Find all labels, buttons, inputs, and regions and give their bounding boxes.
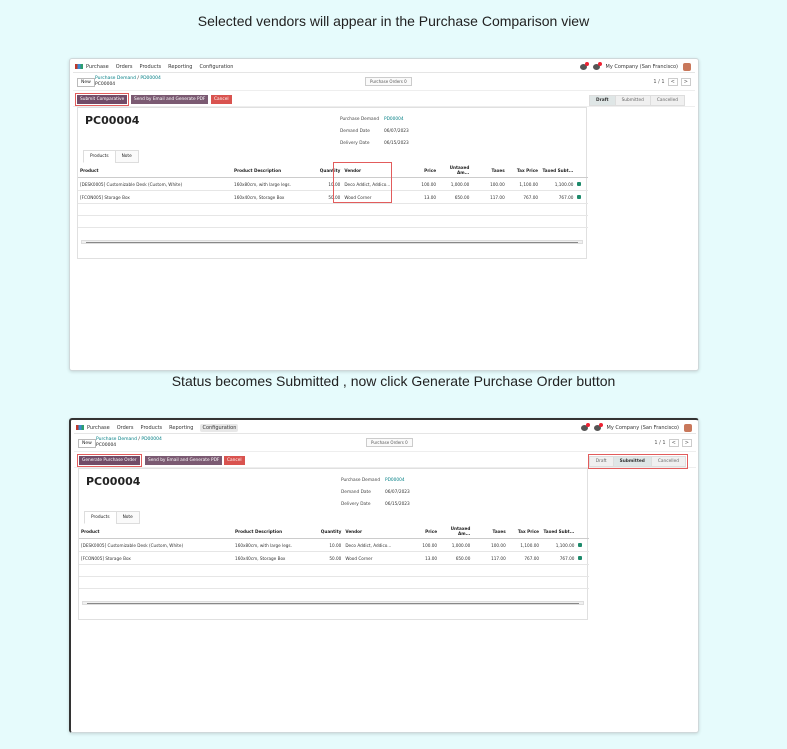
col-taxes[interactable]: Taxes bbox=[472, 524, 507, 539]
pager-next-button[interactable]: > bbox=[682, 439, 692, 447]
breadcrumb: Purchase Demand / PD00004 PC00004 bbox=[95, 76, 161, 87]
tab-note[interactable]: Note bbox=[115, 150, 139, 163]
col-price[interactable]: Price bbox=[405, 163, 438, 178]
field-label: Purchase Demand bbox=[340, 117, 380, 122]
apps-icon[interactable] bbox=[75, 64, 83, 69]
send-email-pdf-button[interactable]: Send by Email and Generate PDF bbox=[131, 95, 208, 104]
nav-app-purchase[interactable]: Purchase bbox=[87, 424, 110, 431]
delivery-date-field[interactable]: 06/15/2023 bbox=[385, 502, 410, 507]
field-label: Delivery Date bbox=[341, 502, 371, 507]
col-tax-price[interactable]: Tax Price bbox=[508, 524, 541, 539]
action-bar bbox=[74, 452, 696, 468]
nav-app-purchase[interactable]: Purchase bbox=[86, 63, 109, 70]
breadcrumb-current[interactable]: PD00004 bbox=[140, 76, 161, 81]
status-bar bbox=[590, 456, 686, 467]
purchase-orders-stat-button[interactable]: Purchase Orders 0 bbox=[365, 77, 412, 86]
nav-products[interactable]: Products bbox=[139, 63, 162, 70]
chat-icon[interactable] bbox=[580, 64, 587, 70]
nav-reporting[interactable]: Reporting bbox=[169, 424, 194, 431]
nav-orders[interactable]: Orders bbox=[116, 424, 134, 431]
col-quantity[interactable]: Quantity bbox=[315, 163, 342, 178]
horizontal-scrollbar[interactable] bbox=[82, 601, 584, 605]
col-description[interactable]: Product Description bbox=[233, 524, 316, 539]
nav-reporting[interactable]: Reporting bbox=[168, 63, 193, 70]
company-switcher[interactable]: My Company (San Francisco) bbox=[606, 424, 679, 431]
col-taxed-subtotal[interactable]: Taxed Subt... bbox=[541, 524, 576, 539]
page-title: PC00004 bbox=[85, 114, 140, 127]
col-untaxed[interactable]: Untaxed Am... bbox=[438, 163, 471, 178]
trash-icon[interactable] bbox=[577, 195, 581, 199]
chat-icon[interactable] bbox=[581, 425, 588, 431]
submit-comparative-button[interactable]: Submit Comparative bbox=[77, 95, 127, 104]
col-product[interactable]: Product bbox=[79, 524, 233, 539]
screenshot-comparison-draft bbox=[69, 58, 699, 371]
breadcrumb-current[interactable]: PD00004 bbox=[141, 437, 162, 442]
record-reference: PC00004 bbox=[95, 82, 116, 87]
tab-products[interactable]: Products bbox=[83, 150, 116, 163]
purchase-demand-field[interactable]: PD00004 bbox=[384, 117, 404, 122]
purchase-orders-stat-button[interactable]: Purchase Orders 0 bbox=[366, 438, 413, 447]
activity-icon[interactable] bbox=[593, 64, 600, 70]
caption-middle: Status becomes Submitted , now click Generate Purchase Order button bbox=[171, 373, 616, 389]
send-email-pdf-button[interactable]: Send by Email and Generate PDF bbox=[145, 456, 222, 465]
top-navbar bbox=[74, 422, 696, 434]
new-button[interactable]: New bbox=[77, 78, 95, 87]
status-submitted[interactable]: Submitted bbox=[613, 456, 652, 467]
new-button[interactable]: New bbox=[78, 439, 96, 448]
trash-icon[interactable] bbox=[578, 556, 582, 560]
status-cancelled[interactable]: Cancelled bbox=[650, 95, 685, 106]
control-panel bbox=[73, 73, 695, 91]
breadcrumb-parent[interactable]: Purchase Demand bbox=[95, 76, 136, 81]
activity-icon[interactable] bbox=[594, 425, 601, 431]
action-bar bbox=[73, 91, 695, 107]
breadcrumb: Purchase Demand / PD00004 PC00004 bbox=[96, 437, 162, 448]
demand-date-field[interactable]: 06/07/2023 bbox=[385, 490, 410, 495]
horizontal-scrollbar[interactable] bbox=[81, 240, 583, 244]
pager bbox=[654, 439, 692, 447]
company-switcher[interactable]: My Company (San Francisco) bbox=[605, 63, 678, 70]
notebook-tabs bbox=[84, 511, 139, 524]
nav-configuration[interactable]: Configuration bbox=[199, 63, 234, 70]
pager-value[interactable]: 1 / 1 bbox=[654, 440, 666, 446]
record-reference: PC00004 bbox=[96, 443, 117, 448]
status-cancelled[interactable]: Cancelled bbox=[651, 456, 686, 467]
col-price[interactable]: Price bbox=[406, 524, 439, 539]
header-fields bbox=[340, 114, 409, 150]
vendor-highlight bbox=[333, 162, 392, 203]
generate-purchase-order-button[interactable]: Generate Purchase Order bbox=[79, 456, 140, 465]
screenshot-comparison-submitted bbox=[69, 418, 699, 733]
status-submitted[interactable]: Submitted bbox=[615, 95, 651, 106]
odoo-window bbox=[74, 422, 696, 620]
product-lines-table bbox=[79, 524, 589, 589]
form-sheet bbox=[77, 107, 587, 259]
col-quantity[interactable]: Quantity bbox=[316, 524, 343, 539]
status-draft[interactable]: Draft bbox=[589, 95, 616, 106]
top-navbar bbox=[73, 61, 695, 73]
table-row[interactable]: [DESK0005] Customizable Desk (Custom, White) 160x80cm, with large legs. 10.00 Deco Addict, Addico... 100.00 1,000.00 100.00 1,100.00 1,100.00 bbox=[79, 539, 589, 552]
cancel-button[interactable]: Cancel bbox=[224, 456, 245, 465]
col-taxed-subtotal[interactable]: Taxed Subt... bbox=[540, 163, 575, 178]
header-fields bbox=[341, 475, 410, 511]
user-avatar[interactable] bbox=[683, 63, 691, 71]
tab-products[interactable]: Products bbox=[84, 511, 117, 524]
pager-prev-button[interactable]: < bbox=[668, 78, 678, 86]
form-sheet bbox=[78, 468, 588, 620]
field-label: Purchase Demand bbox=[341, 478, 381, 483]
page-title: PC00004 bbox=[86, 475, 141, 488]
nav-products[interactable]: Products bbox=[140, 424, 163, 431]
table-row[interactable]: [FCON005] Storage Box 160x40cm, Storage Box 50.00 Wood Corner 13.00 650.00 117.00 767.00 767.00 bbox=[78, 191, 588, 204]
trash-icon[interactable] bbox=[577, 182, 581, 186]
col-vendor[interactable]: Vendor bbox=[343, 524, 405, 539]
pager bbox=[653, 78, 691, 86]
demand-date-field[interactable]: 06/07/2023 bbox=[384, 129, 409, 134]
apps-icon[interactable] bbox=[76, 425, 84, 430]
nav-configuration[interactable]: Configuration bbox=[202, 424, 237, 431]
breadcrumb-parent[interactable]: Purchase Demand bbox=[96, 437, 137, 442]
pager-next-button[interactable]: > bbox=[681, 78, 691, 86]
pager-value[interactable]: 1 / 1 bbox=[653, 79, 665, 85]
nav-orders[interactable]: Orders bbox=[115, 63, 133, 70]
purchase-demand-field[interactable]: PD00004 bbox=[385, 478, 405, 483]
tab-note[interactable]: Note bbox=[116, 511, 140, 524]
notebook-tabs bbox=[83, 150, 138, 163]
caption-top: Selected vendors will appear in the Purchase Comparison view bbox=[197, 13, 590, 29]
table-row[interactable]: [FCON005] Storage Box 160x40cm, Storage Box 50.00 Wood Corner 13.00 650.00 117.00 767.00 767.00 bbox=[79, 552, 589, 565]
odoo-window bbox=[73, 61, 695, 259]
col-taxes[interactable]: Taxes bbox=[471, 163, 506, 178]
field-label: Demand Date bbox=[340, 129, 370, 134]
col-tax-price[interactable]: Tax Price bbox=[507, 163, 540, 178]
field-label: Delivery Date bbox=[340, 141, 370, 146]
delivery-date-field[interactable]: 06/15/2023 bbox=[384, 141, 409, 146]
table-row[interactable]: [DESK0005] Customizable Desk (Custom, White) 160x80cm, with large legs. 10.00 Deco Addict, Addico... 100.00 1,000.00 100.00 1,100.00 1,100.00 bbox=[78, 178, 588, 191]
field-label: Demand Date bbox=[341, 490, 371, 495]
col-untaxed[interactable]: Untaxed Am... bbox=[439, 524, 472, 539]
col-description[interactable]: Product Description bbox=[232, 163, 315, 178]
status-draft[interactable]: Draft bbox=[589, 456, 614, 467]
cancel-button[interactable]: Cancel bbox=[211, 95, 232, 104]
user-avatar[interactable] bbox=[684, 424, 692, 432]
col-product[interactable]: Product bbox=[78, 163, 232, 178]
col-vendor[interactable]: Vendor bbox=[342, 163, 404, 178]
pager-prev-button[interactable]: < bbox=[669, 439, 679, 447]
trash-icon[interactable] bbox=[578, 543, 582, 547]
status-bar bbox=[590, 95, 685, 106]
control-panel bbox=[74, 434, 696, 452]
